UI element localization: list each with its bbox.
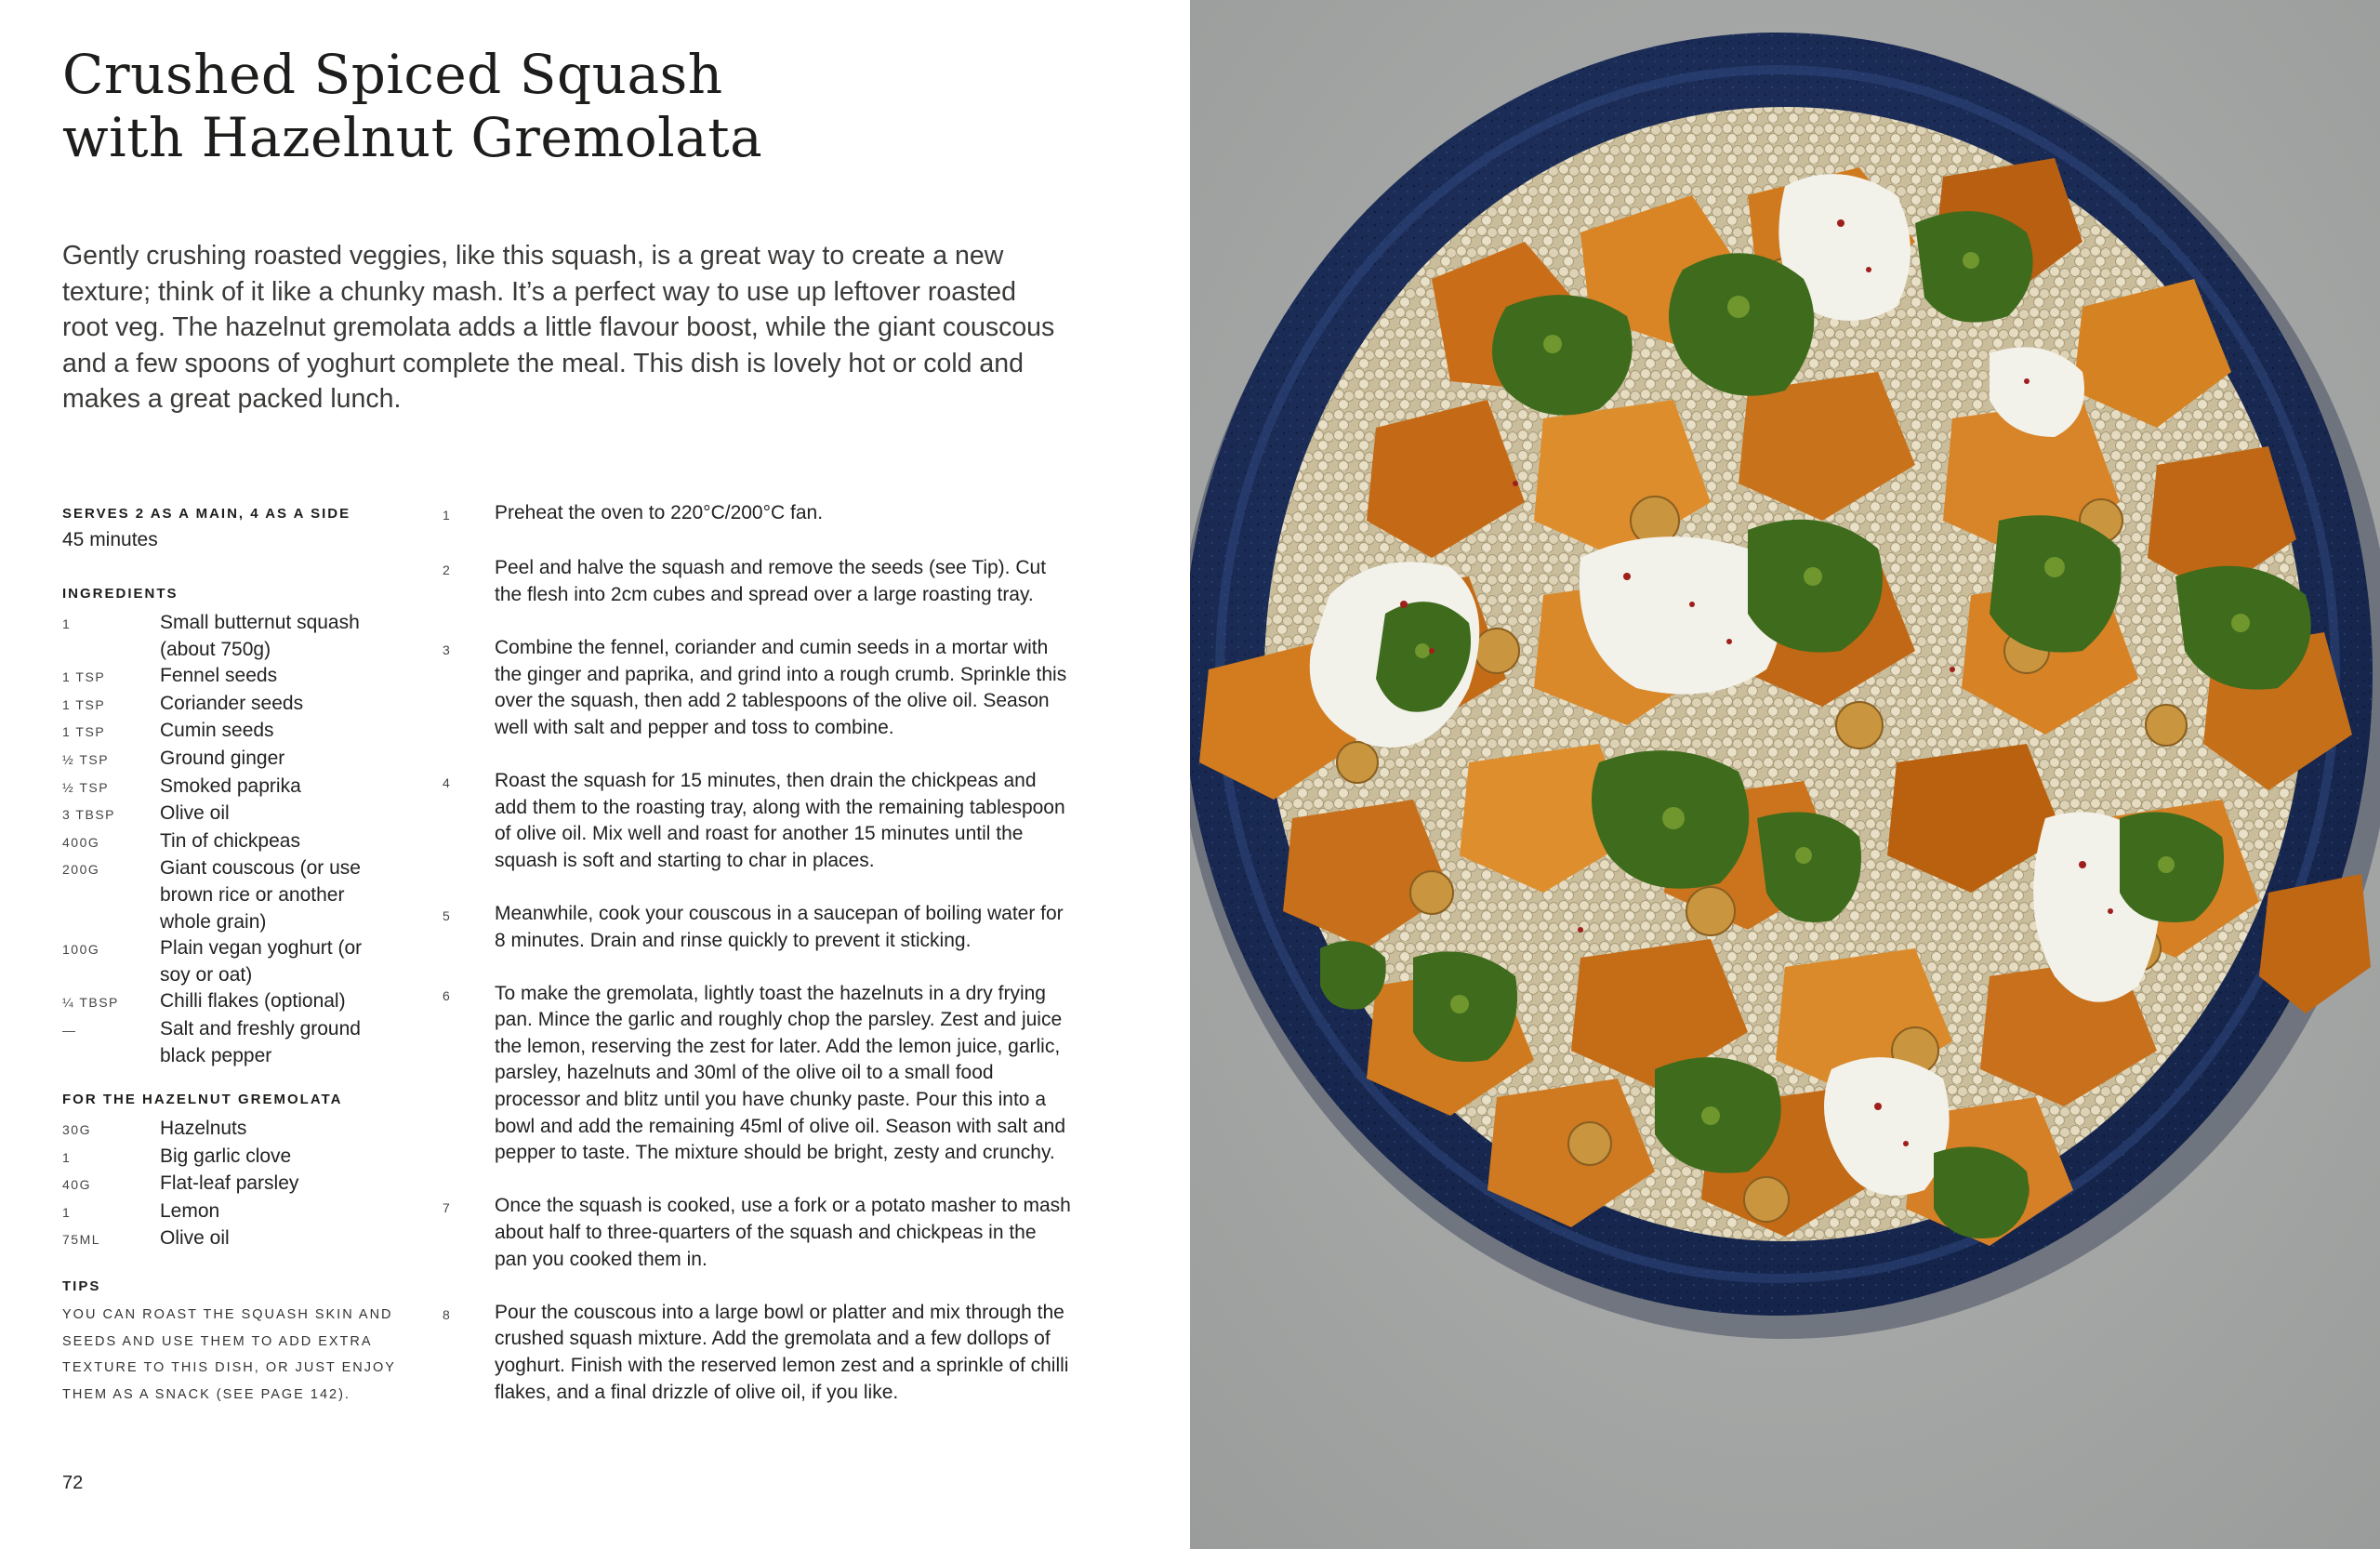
ingredient-quantity: 30G: [62, 1122, 91, 1137]
ingredient-quantity: 200G: [62, 862, 100, 878]
step-text: Pour the couscous into a large bowl or platter and mix through the crushed squash mixture. Add the gremolata and a few dollops of yoghurt. Finish with the reserved lemon zest and a sprinkle of chilli flakes, and a final drizzle of olive oil, if you like.: [495, 1301, 1069, 1403]
ingredient-name: Tin of chickpeas: [160, 829, 300, 852]
method-step: [443, 768, 1075, 874]
ingredient-name: Giant couscous (or use brown rice or another whole grain): [160, 857, 361, 933]
ingredient-item: [62, 855, 397, 935]
step-text: Meanwhile, cook your couscous in a saucepan of boiling water for 8 minutes. Drain and rinse quickly to prevent it sticking.: [495, 902, 1064, 951]
ingredient-quantity: —: [62, 1022, 77, 1038]
step-number: 8: [443, 1306, 450, 1322]
dish-photo: [1190, 0, 2380, 1549]
ingredient-item: [62, 988, 397, 1016]
ingredient-item: [62, 935, 397, 988]
method-step: [443, 901, 1075, 954]
ingredient-name: Cumin seeds: [160, 720, 274, 742]
ingredient-name: Salt and freshly ground black pepper: [160, 1017, 361, 1066]
gremolata-heading: FOR THE HAZELNUT GREMOLATA: [62, 1092, 343, 1107]
ingredient-name: Olive oil: [160, 1227, 230, 1250]
method-step: [443, 1300, 1075, 1406]
ingredient-name: Smoked paprika: [160, 774, 301, 797]
ingredient-quantity: 75ML: [62, 1232, 101, 1248]
ingredients-list: [62, 610, 397, 1069]
ingredient-item: [62, 774, 397, 801]
ingredient-name: Small butternut squash (about 750g): [160, 612, 360, 660]
recipe-title-line-1: Crushed Spiced Squash: [62, 43, 723, 106]
ingredient-item: [62, 610, 397, 663]
tips-heading: TIPS: [62, 1278, 101, 1294]
ingredient-quantity: 1 TSP: [62, 669, 106, 685]
cooking-time: 45 minutes: [62, 529, 158, 550]
ingredient-name: Ground ginger: [160, 747, 285, 769]
ingredient-item: [62, 828, 397, 856]
step-text: Preheat the oven to 220°C/200°C fan.: [495, 502, 824, 523]
ingredient-quantity: 400G: [62, 834, 100, 850]
ingredient-item: [62, 1016, 397, 1069]
ingredient-name: Lemon: [160, 1199, 220, 1222]
ingredient-quantity: 1 TSP: [62, 696, 106, 712]
ingredient-item: [62, 1116, 397, 1144]
ingredient-item: [62, 1144, 397, 1172]
ingredient-quantity: 1: [62, 616, 72, 631]
method-step: [443, 555, 1075, 608]
ingredient-quantity: 1: [62, 1204, 72, 1220]
step-text: To make the gremolata, lightly toast the hazelnuts in a dry frying pan. Mince the garlic and roughly chop the parsley. Zest and juice the lemon, reserving the zest for later. Add the lemon juice, garlic, parsley, hazelnuts and 30ml of the olive oil to a small food processor and blitz until you have chunky paste. Pour this into a bowl and add the remaining 45ml of olive oil. Season with salt and pepper to taste. The mixture should be bright, zesty and crunchy.: [495, 982, 1066, 1164]
step-text: Once the squash is cooked, use a fork or a potato masher to mash about half to three-quarters of the squash and chickpeas in the pan you cooked them in.: [495, 1195, 1071, 1270]
ingredient-quantity: ½ TSP: [62, 751, 110, 767]
ingredient-item: [62, 1171, 397, 1198]
recipe-intro: Gently crushing roasted veggies, like this squash, is a great way to create a new texture; think of it like a chunky mash. It’s a perfect way to use up leftover roasted root veg. The hazelnut gremolata adds a little flavour boost, while the giant couscous and a few spoons of yoghurt complete the meal. This dish is lovely hot or cold and makes a great packed lunch.: [62, 241, 1055, 414]
ingredient-name: Hazelnuts: [160, 1118, 247, 1139]
dish-photo-illustration: [1190, 0, 2380, 1549]
step-number: 1: [443, 508, 450, 523]
step-number: 5: [443, 907, 450, 923]
ingredient-item: [62, 691, 397, 719]
ingredient-quantity: 3 TBSP: [62, 807, 115, 823]
serves-heading: SERVES 2 AS A MAIN, 4 AS A SIDE: [62, 506, 351, 522]
step-number: 4: [443, 774, 450, 790]
ingredient-name: Chilli flakes (optional): [160, 990, 346, 1013]
step-text: Combine the fennel, coriander and cumin seeds in a mortar with the ginger and paprika, and grind into a rough crumb. Sprinkle this over the squash, then add 2 tablespoons of the olive oil. Season well with salt and pepper and toss to combine.: [495, 636, 1067, 738]
ingredient-quantity: ½ TSP: [62, 779, 110, 795]
step-number: 2: [443, 563, 450, 578]
ingredient-item: [62, 746, 397, 774]
page-number: 72: [62, 1473, 84, 1493]
method-steps: [443, 500, 1075, 1433]
ingredient-item: [62, 718, 397, 746]
recipe-title: [62, 43, 1085, 169]
ingredient-quantity: 1 TSP: [62, 724, 106, 740]
step-text: Roast the squash for 15 minutes, then drain the chickpeas and add them to the roasting tray, along with the remaining tablespoon of olive oil. Mix well and roast for another 15 minutes until the squash is soft and starting to char in places.: [495, 769, 1065, 871]
step-number: 7: [443, 1200, 450, 1216]
ingredient-item: [62, 801, 397, 828]
ingredient-item: [62, 1225, 397, 1253]
ingredient-quantity: ¼ TBSP: [62, 995, 119, 1011]
ingredient-name: Flat-leaf parsley: [160, 1172, 299, 1195]
ingredient-quantity: 40G: [62, 1177, 91, 1193]
ingredient-name: Olive oil: [160, 802, 230, 825]
ingredients-heading: INGREDIENTS: [62, 586, 178, 602]
ingredient-name: Big garlic clove: [160, 1145, 292, 1167]
step-number: 6: [443, 987, 450, 1003]
tips-text: YOU CAN ROAST THE SQUASH SKIN AND SEEDS AND USE THEM TO ADD EXTRA TEXTURE TO THIS DISH, OR JUST ENJOY THEM AS A SNACK (SEE PAGE 142).: [62, 1307, 396, 1402]
ingredient-quantity: 100G: [62, 942, 100, 958]
ingredient-item: [62, 663, 397, 691]
method-step: [443, 635, 1075, 741]
method-step: [443, 1193, 1075, 1273]
step-number: 3: [443, 642, 450, 657]
method-step: [443, 500, 1075, 529]
ingredient-name: Fennel seeds: [160, 665, 278, 687]
ingredient-name: Coriander seeds: [160, 692, 304, 714]
ingredient-item: [62, 1198, 397, 1226]
recipe-title-line-2: with Hazelnut Gremolata: [62, 106, 763, 169]
step-text: Peel and halve the squash and remove the seeds (see Tip). Cut the flesh into 2cm cubes and spread over a large roasting tray.: [495, 557, 1047, 605]
ingredient-name: Plain vegan yoghurt (or soy or oat): [160, 937, 363, 986]
gremolata-list: [62, 1116, 397, 1253]
method-step: [443, 981, 1075, 1167]
ingredient-quantity: 1: [62, 1149, 72, 1165]
